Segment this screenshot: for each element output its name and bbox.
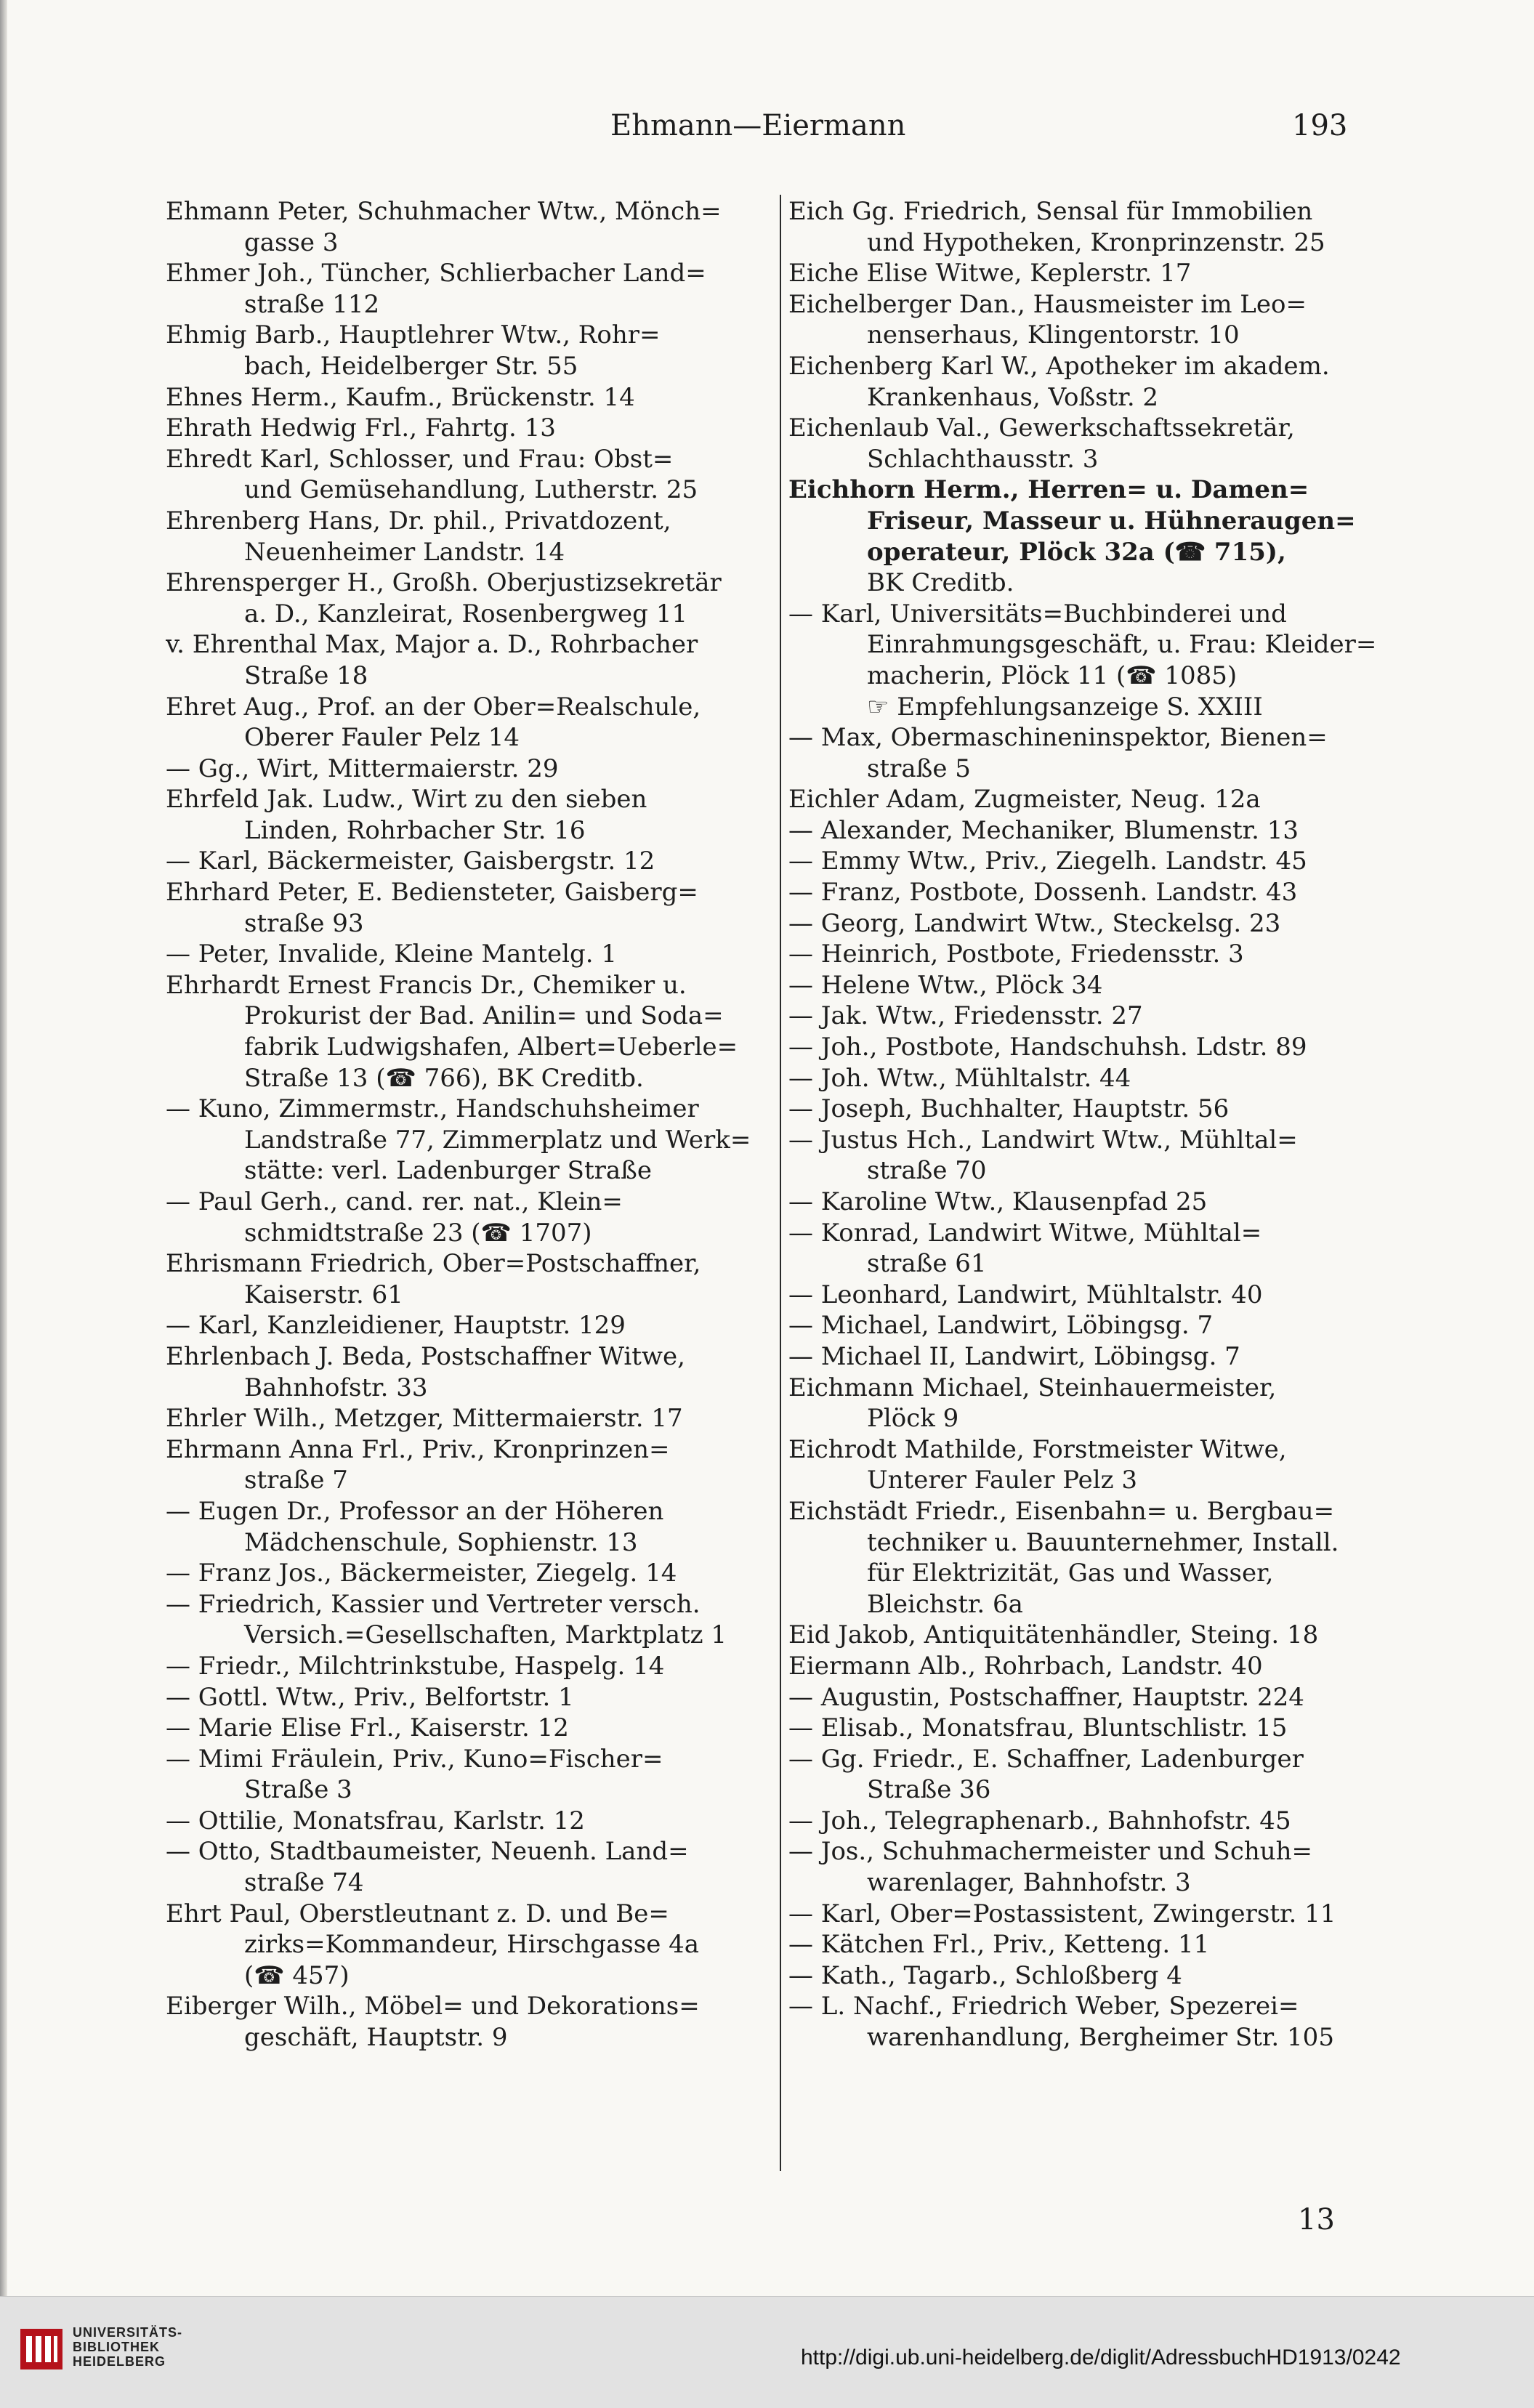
directory-entry-line: Ehrfeld Jak. Ludw., Wirt zu den sieben — [166, 785, 647, 815]
library-name-line: BIBLIOTHEK — [73, 2340, 160, 2354]
directory-entry-line: ☞ Empfehlungsanzeige S. XXIII — [867, 692, 1263, 722]
directory-entry-line: Eid Jakob, Antiquitätenhändler, Steing. 18 — [788, 1620, 1319, 1650]
directory-entry-line: — L. Nachf., Friedrich Weber, Spezerei= — [788, 1992, 1299, 2021]
directory-entry-line: Bleichstr. 6a — [867, 1589, 1023, 1619]
directory-entry-line: — Emmy Wtw., Priv., Ziegelh. Landstr. 45 — [788, 847, 1307, 876]
directory-entry-line: — Karl, Ober=Postassistent, Zwingerstr. 11 — [788, 1899, 1336, 1928]
directory-entry-line: Ehrt Paul, Oberstleutnant z. D. und Be= — [166, 1899, 669, 1928]
directory-entry-line: — Franz, Postbote, Dossenh. Landstr. 43 — [788, 878, 1298, 908]
directory-entry-line: — Peter, Invalide, Kleine Mantelg. 1 — [166, 940, 617, 969]
directory-entry-line: straße 112 — [244, 289, 380, 319]
directory-entry-line: Krankenhaus, Voßstr. 2 — [867, 382, 1159, 412]
directory-entry-line: Straße 36 — [867, 1775, 991, 1805]
directory-entry-line: straße 7 — [244, 1466, 348, 1495]
directory-entry-line: Neuenheimer Landstr. 14 — [244, 537, 565, 567]
university-library-logo-icon[interactable] — [20, 2329, 62, 2369]
directory-entry-line: — Franz Jos., Bäckermeister, Ziegelg. 14 — [166, 1559, 677, 1588]
directory-entry-line: — Michael, Landwirt, Löbingsg. 7 — [788, 1311, 1214, 1341]
directory-entry-line: a. D., Kanzleirat, Rosenbergweg 11 — [244, 599, 688, 629]
directory-entry-line: Eiche Elise Witwe, Keplerstr. 17 — [788, 259, 1192, 288]
directory-entry-line: — Joh., Telegraphenarb., Bahnhofstr. 45 — [788, 1806, 1291, 1835]
scan-edge — [0, 0, 7, 2296]
library-name-line: UNIVERSITÄTS- — [73, 2325, 183, 2340]
directory-entry-line: Eichelberger Dan., Hausmeister im Leo= — [788, 289, 1307, 319]
directory-entry-line: BK Creditb. — [867, 568, 1014, 598]
directory-entry-line: — Eugen Dr., Professor an der Höheren — [166, 1496, 664, 1526]
column-divider — [780, 195, 781, 2171]
directory-entry-line: nenserhaus, Klingentorstr. 10 — [867, 320, 1240, 350]
directory-entry-line: — Konrad, Landwirt Witwe, Mühltal= — [788, 1218, 1262, 1248]
directory-entry-line: Ehrath Hedwig Frl., Fahrtg. 13 — [166, 413, 556, 443]
directory-entry-line: — Paul Gerh., cand. rer. nat., Klein= — [166, 1187, 623, 1216]
directory-entry-line: und Hypotheken, Kronprinzenstr. 25 — [867, 227, 1325, 257]
directory-entry-line: — Jos., Schuhmachermeister und Schuh= — [788, 1837, 1313, 1867]
directory-entry-line: — Friedrich, Kassier und Vertreter versch. — [166, 1589, 701, 1619]
library-name-line: HEIDELBERG — [73, 2354, 166, 2369]
directory-entry-line: Plöck 9 — [867, 1404, 959, 1434]
directory-entry-line: Ehrismann Friedrich, Ober=Postschaffner, — [166, 1249, 701, 1279]
directory-entry-line: — Karl, Bäckermeister, Gaisbergstr. 12 — [166, 847, 655, 876]
directory-entry-line: schmidtstraße 23 (☎ 1707) — [244, 1218, 592, 1248]
directory-entry-line: gasse 3 — [244, 227, 339, 257]
directory-entry-line: Bahnhofstr. 33 — [244, 1373, 428, 1402]
directory-entry-line: Oberer Fauler Pelz 14 — [244, 723, 520, 753]
directory-entry-line: — Joh. Wtw., Mühltalstr. 44 — [788, 1063, 1131, 1093]
page-number: 193 — [1292, 109, 1348, 142]
directory-entry-line: — Kätchen Frl., Priv., Ketteng. 11 — [788, 1930, 1210, 1960]
directory-entry-line: Eichler Adam, Zugmeister, Neug. 12a — [788, 785, 1261, 815]
directory-entry-line: Schlachthausstr. 3 — [867, 444, 1099, 474]
directory-entry-line: Ehredt Karl, Schlosser, und Frau: Obst= — [166, 444, 674, 474]
directory-entry-line: — Helene Wtw., Plöck 34 — [788, 970, 1103, 1000]
library-name[interactable] — [73, 2325, 182, 2369]
directory-entry-line: v. Ehrenthal Max, Major a. D., Rohrbacher — [166, 630, 698, 660]
directory-entry-line: für Elektrizität, Gas und Wasser, — [867, 1559, 1274, 1588]
directory-entry-line: — Kuno, Zimmermstr., Handschuhsheimer — [166, 1094, 699, 1124]
directory-entry-line: Ehrmann Anna Frl., Priv., Kronprinzen= — [166, 1434, 670, 1464]
directory-entry-line: — Kath., Tagarb., Schloßberg 4 — [788, 1960, 1182, 1990]
left-column — [166, 196, 776, 2053]
directory-entry-line: Ehmann Peter, Schuhmacher Wtw., Mönch= — [166, 197, 722, 226]
directory-entry-line: — Joseph, Buchhalter, Hauptstr. 56 — [788, 1094, 1230, 1124]
directory-entry-line: Versich.=Gesellschaften, Marktplatz 1 — [244, 1620, 727, 1650]
directory-entry-line: Friseur, Masseur u. Hühneraugen= — [867, 506, 1356, 536]
directory-entry-line: Ehnes Herm., Kaufm., Brückenstr. 14 — [166, 382, 635, 412]
directory-entry-line: — Max, Obermaschineninspektor, Bienen= — [788, 723, 1328, 753]
directory-entry-line: — Karoline Wtw., Klausenpfad 25 — [788, 1187, 1208, 1216]
directory-entry-line: — Georg, Landwirt Wtw., Steckelsg. 23 — [788, 908, 1281, 938]
directory-entry-line: — Justus Hch., Landwirt Wtw., Mühltal= — [788, 1125, 1298, 1155]
directory-entry-line: Ehrhard Peter, E. Bediensteter, Gaisberg= — [166, 878, 698, 908]
directory-entry-line: straße 5 — [867, 753, 971, 783]
directory-entry-line: Eichhorn Herm., Herren= u. Damen= — [788, 475, 1309, 505]
directory-entry-line: — Joh., Postbote, Handschuhsh. Ldstr. 89 — [788, 1033, 1307, 1062]
directory-entry-line: — Heinrich, Postbote, Friedensstr. 3 — [788, 940, 1244, 969]
directory-entry-line: Straße 13 (☎ 766), BK Creditb. — [244, 1063, 644, 1093]
directory-entry-line: techniker u. Bauunternehmer, Install. — [867, 1527, 1339, 1557]
directory-entry-line: Eich Gg. Friedrich, Sensal für Immobilien — [788, 197, 1313, 226]
directory-entry-line: Eichrodt Mathilde, Forstmeister Witwe, — [788, 1434, 1287, 1464]
running-header-title: Ehmann—Eiermann — [610, 109, 906, 142]
signature-number: 13 — [1298, 2203, 1335, 2237]
directory-entry-line: (☎ 457) — [244, 1960, 350, 1990]
directory-entry-line: Unterer Fauler Pelz 3 — [867, 1466, 1137, 1495]
directory-entry-line: bach, Heidelberger Str. 55 — [244, 351, 578, 381]
directory-entry-line: Eichenberg Karl W., Apotheker im akadem. — [788, 351, 1330, 381]
directory-entry-line: — Mimi Fräulein, Priv., Kuno=Fischer= — [166, 1744, 663, 1774]
directory-entry-line: und Gemüsehandlung, Lutherstr. 25 — [244, 475, 698, 505]
directory-entry-line: straße 61 — [867, 1249, 987, 1279]
directory-entry-line: Kaiserstr. 61 — [244, 1280, 403, 1309]
directory-entry-line: fabrik Ludwigshafen, Albert=Ueberle= — [244, 1033, 738, 1062]
directory-entry-line: — Karl, Kanzleidiener, Hauptstr. 129 — [166, 1311, 626, 1341]
directory-entry-line: Prokurist der Bad. Anilin= und Soda= — [244, 1001, 724, 1031]
directory-entry-line: Landstraße 77, Zimmerplatz und Werk= — [244, 1125, 751, 1155]
directory-entry-line: Eichenlaub Val., Gewerkschaftssekretär, — [788, 413, 1295, 443]
directory-entry-line: — Gottl. Wtw., Priv., Belfortstr. 1 — [166, 1682, 574, 1712]
directory-entry-line: — Karl, Universitäts=Buchbinderei und — [788, 599, 1287, 629]
directory-entry-line: Eichmann Michael, Steinhauermeister, — [788, 1373, 1277, 1402]
directory-entry-line: — Gg., Wirt, Mittermaierstr. 29 — [166, 753, 559, 783]
directory-entry-line: zirks=Kommandeur, Hirschgasse 4a — [244, 1930, 700, 1960]
directory-entry-line: Ehrhardt Ernest Francis Dr., Chemiker u. — [166, 970, 687, 1000]
directory-entry-line: Straße 18 — [244, 660, 368, 690]
directory-entry-line: Linden, Rohrbacher Str. 16 — [244, 815, 586, 845]
directory-entry-line: — Otto, Stadtbaumeister, Neuenh. Land= — [166, 1837, 689, 1867]
directory-entry-line: Eiberger Wilh., Möbel= und Dekorations= — [166, 1992, 700, 2021]
directory-entry-line: Ehmer Joh., Tüncher, Schlierbacher Land= — [166, 259, 706, 288]
directory-entry-line: stätte: verl. Ladenburger Straße — [244, 1156, 652, 1186]
directory-entry-line: — Jak. Wtw., Friedensstr. 27 — [788, 1001, 1143, 1031]
right-column — [788, 196, 1406, 2053]
directory-entry-line: — Michael II, Landwirt, Löbingsg. 7 — [788, 1341, 1240, 1371]
directory-entry-line: straße 74 — [244, 1868, 364, 1898]
directory-entry-line: — Leonhard, Landwirt, Mühltalstr. 40 — [788, 1280, 1263, 1309]
directory-entry-line: operateur, Plöck 32a (☎ 715), — [867, 537, 1286, 567]
directory-entry-line: warenhandlung, Bergheimer Str. 105 — [867, 2023, 1334, 2053]
directory-entry-line: straße 93 — [244, 908, 364, 938]
directory-entry-line: Ehrenberg Hans, Dr. phil., Privatdozent, — [166, 506, 671, 536]
directory-entry-line: — Marie Elise Frl., Kaiserstr. 12 — [166, 1713, 569, 1743]
directory-entry-line: warenlager, Bahnhofstr. 3 — [867, 1868, 1191, 1898]
directory-entry-line: — Gg. Friedr., E. Schaffner, Ladenburger — [788, 1744, 1304, 1774]
directory-entry-line: Eichstädt Friedr., Eisenbahn= u. Bergbau= — [788, 1496, 1335, 1526]
directory-entry-line: — Alexander, Mechaniker, Blumenstr. 13 — [788, 815, 1299, 845]
directory-entry-line: macherin, Plöck 11 (☎ 1085) — [867, 660, 1238, 690]
directory-entry-line: Ehmig Barb., Hauptlehrer Wtw., Rohr= — [166, 320, 661, 350]
directory-entry-line: Eiermann Alb., Rohrbach, Landstr. 40 — [788, 1651, 1263, 1681]
directory-entry-line: Ehrensperger H., Großh. Oberjustizsekretär — [166, 568, 722, 598]
directory-entry-line: geschäft, Hauptstr. 9 — [244, 2023, 508, 2053]
directory-entry-line: — Ottilie, Monatsfrau, Karlstr. 12 — [166, 1806, 585, 1835]
directory-entry-line: Einrahmungsgeschäft, u. Frau: Kleider= — [867, 630, 1377, 660]
directory-entry-line: Straße 3 — [244, 1775, 352, 1805]
directory-entry-line: — Friedr., Milchtrinkstube, Haspelg. 14 — [166, 1651, 665, 1681]
directory-entry-line: straße 70 — [867, 1156, 987, 1186]
directory-entry-line: Ehret Aug., Prof. an der Ober=Realschule, — [166, 692, 701, 722]
directory-entry-line: — Elisab., Monatsfrau, Bluntschlistr. 15 — [788, 1713, 1288, 1743]
directory-entry-line: — Augustin, Postschaffner, Hauptstr. 224 — [788, 1682, 1304, 1712]
directory-entry-line: Ehrler Wilh., Metzger, Mittermaierstr. 17 — [166, 1404, 683, 1434]
directory-entry-line: Mädchenschule, Sophienstr. 13 — [244, 1527, 638, 1557]
source-url-link[interactable]: http://digi.ub.uni-heidelberg.de/diglit/AdressbuchHD1913/0242 — [801, 2346, 1401, 2369]
directory-entry-line: Ehrlenbach J. Beda, Postschaffner Witwe, — [166, 1341, 685, 1371]
